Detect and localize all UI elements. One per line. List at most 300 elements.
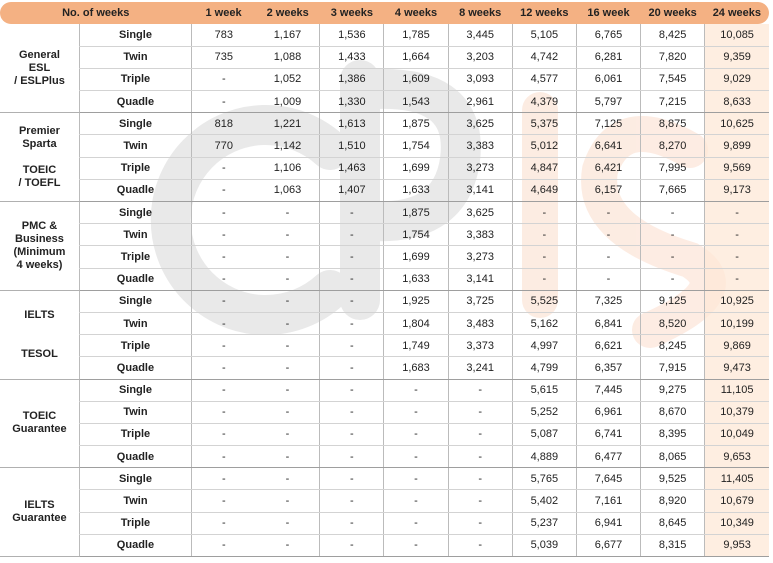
price-cell: - — [384, 468, 448, 490]
table-row — [0, 157, 769, 179]
price-cell: - — [641, 224, 705, 246]
price-cell: - — [256, 490, 320, 512]
price-cell: - — [320, 202, 384, 224]
price-cell: 5,797 — [576, 91, 640, 113]
program-label-line: TOEIC — [22, 410, 57, 423]
room-type: Single — [79, 468, 191, 490]
price-cell: 3,625 — [448, 202, 512, 224]
program-label-line: General — [18, 48, 60, 61]
price-cell: 1,785 — [384, 24, 448, 46]
price-cell: - — [191, 512, 255, 534]
program-label-line: ESL — [28, 61, 51, 74]
price-cell: - — [320, 335, 384, 357]
price-cell: 1,386 — [320, 68, 384, 90]
table-row — [0, 224, 769, 246]
price-cell: 9,653 — [705, 446, 769, 468]
program-label — [0, 113, 79, 202]
program-label-line — [0, 151, 79, 164]
price-cell: - — [191, 179, 255, 201]
price-cell: 10,379 — [705, 401, 769, 423]
price-cell: 11,105 — [705, 379, 769, 401]
price-cell: 6,357 — [576, 357, 640, 379]
price-cell: 10,625 — [705, 113, 769, 135]
price-cell: - — [641, 246, 705, 268]
room-type: Twin — [79, 401, 191, 423]
price-cell: 7,820 — [641, 46, 705, 68]
price-cell: 1,633 — [384, 179, 448, 201]
price-cell: 1,699 — [384, 157, 448, 179]
price-cell: 8,670 — [641, 401, 705, 423]
price-cell: 3,141 — [448, 268, 512, 290]
price-cell: 3,383 — [448, 135, 512, 157]
room-type: Twin — [79, 46, 191, 68]
price-cell: - — [191, 290, 255, 312]
program-label-line: (Minimum — [13, 245, 66, 258]
table-row — [0, 91, 769, 113]
price-cell: - — [191, 68, 255, 90]
price-cell: 6,641 — [576, 135, 640, 157]
program-label-line: 4 weeks) — [16, 258, 63, 271]
price-cell: 1,699 — [384, 246, 448, 268]
price-cell: - — [256, 268, 320, 290]
price-cell: - — [641, 268, 705, 290]
table-row — [0, 113, 769, 135]
price-cell: - — [641, 202, 705, 224]
room-type: Quadle — [79, 357, 191, 379]
price-cell: - — [256, 335, 320, 357]
price-cell: - — [191, 335, 255, 357]
price-cell: - — [384, 512, 448, 534]
price-cell: 7,161 — [576, 490, 640, 512]
price-cell: 1,009 — [256, 91, 320, 113]
price-cell: 1,221 — [256, 113, 320, 135]
room-type: Triple — [79, 246, 191, 268]
price-cell: 8,315 — [641, 534, 705, 556]
price-cell: 3,273 — [448, 246, 512, 268]
price-cell: - — [448, 401, 512, 423]
price-cell: 10,085 — [705, 24, 769, 46]
tuition-fee-table — [0, 2, 769, 557]
price-cell: 1,142 — [256, 135, 320, 157]
price-cell: - — [256, 379, 320, 401]
price-cell: - — [448, 423, 512, 445]
price-cell: - — [384, 446, 448, 468]
price-cell: 7,545 — [641, 68, 705, 90]
price-cell: - — [191, 490, 255, 512]
price-cell: - — [256, 423, 320, 445]
program-label — [0, 468, 79, 557]
price-cell: - — [256, 224, 320, 246]
price-cell: 1,609 — [384, 68, 448, 90]
price-cell: - — [705, 224, 769, 246]
price-cell: 11,405 — [705, 468, 769, 490]
price-cell: - — [191, 224, 255, 246]
table-row — [0, 268, 769, 290]
price-cell: - — [191, 268, 255, 290]
price-cell: 1,804 — [384, 312, 448, 334]
room-type: Twin — [79, 312, 191, 334]
price-cell: - — [256, 357, 320, 379]
price-cell: - — [191, 202, 255, 224]
price-cell: - — [705, 268, 769, 290]
price-cell: - — [320, 423, 384, 445]
program-label-line — [0, 322, 79, 335]
price-cell: 1,613 — [320, 113, 384, 135]
price-cell: 5,087 — [512, 423, 576, 445]
program-label-line: Sparta — [22, 137, 57, 150]
price-cell: - — [512, 224, 576, 246]
price-cell: 783 — [191, 24, 255, 46]
header-1-week: 1 week — [191, 2, 255, 24]
price-cell: 5,162 — [512, 312, 576, 334]
price-cell: - — [384, 401, 448, 423]
price-cell: 9,953 — [705, 534, 769, 556]
table-row — [0, 379, 769, 401]
price-cell: - — [320, 379, 384, 401]
price-cell: 1,510 — [320, 135, 384, 157]
price-cell: 4,997 — [512, 335, 576, 357]
price-cell: - — [191, 468, 255, 490]
price-cell: 4,649 — [512, 179, 576, 201]
room-type: Twin — [79, 135, 191, 157]
price-cell: 9,359 — [705, 46, 769, 68]
price-cell: - — [256, 246, 320, 268]
price-cell: - — [320, 446, 384, 468]
header-20-weeks: 20 weeks — [641, 2, 705, 24]
table-body — [0, 24, 769, 557]
price-cell: 5,252 — [512, 401, 576, 423]
table-row — [0, 423, 769, 445]
price-cell: 9,173 — [705, 179, 769, 201]
price-cell: 3,373 — [448, 335, 512, 357]
price-cell: 10,349 — [705, 512, 769, 534]
table-row — [0, 401, 769, 423]
price-cell: - — [191, 246, 255, 268]
price-cell: - — [256, 512, 320, 534]
price-cell: - — [256, 202, 320, 224]
price-cell: 3,383 — [448, 224, 512, 246]
program-label-line: / ESLPlus — [14, 74, 65, 87]
program-label-line: IELTS — [24, 308, 55, 321]
price-cell: 6,677 — [576, 534, 640, 556]
price-cell: 5,375 — [512, 113, 576, 135]
price-cell: - — [320, 312, 384, 334]
price-cell: - — [191, 157, 255, 179]
table-row — [0, 135, 769, 157]
price-cell: 8,425 — [641, 24, 705, 46]
price-cell: 5,012 — [512, 135, 576, 157]
table-row — [0, 68, 769, 90]
price-cell: 1,407 — [320, 179, 384, 201]
price-cell: - — [191, 379, 255, 401]
price-cell: - — [191, 446, 255, 468]
price-cell: 9,525 — [641, 468, 705, 490]
price-cell: 3,093 — [448, 68, 512, 90]
price-cell: 6,941 — [576, 512, 640, 534]
price-cell: - — [256, 446, 320, 468]
price-cell: 1,683 — [384, 357, 448, 379]
price-cell: 6,841 — [576, 312, 640, 334]
price-cell: 6,961 — [576, 401, 640, 423]
price-cell: 6,741 — [576, 423, 640, 445]
room-type: Quadle — [79, 446, 191, 468]
price-cell: 1,063 — [256, 179, 320, 201]
price-cell: 9,029 — [705, 68, 769, 90]
price-cell: 9,275 — [641, 379, 705, 401]
price-cell: - — [448, 512, 512, 534]
price-cell: 1,875 — [384, 113, 448, 135]
program-label-line: Business — [15, 232, 64, 245]
table-row — [0, 290, 769, 312]
room-type: Triple — [79, 512, 191, 534]
price-cell: - — [191, 357, 255, 379]
room-type: Triple — [79, 423, 191, 445]
price-cell: 2,961 — [448, 91, 512, 113]
price-cell: - — [512, 202, 576, 224]
program-label-line: TOEIC — [22, 163, 57, 176]
room-type: Quadle — [79, 179, 191, 201]
program-label-line — [0, 335, 79, 348]
price-cell: 3,483 — [448, 312, 512, 334]
table-row — [0, 468, 769, 490]
price-cell: - — [256, 534, 320, 556]
price-cell: 9,569 — [705, 157, 769, 179]
program-label — [0, 379, 79, 468]
price-cell: - — [384, 534, 448, 556]
price-cell: - — [256, 401, 320, 423]
room-type: Quadle — [79, 91, 191, 113]
price-cell: 4,577 — [512, 68, 576, 90]
price-cell: 7,325 — [576, 290, 640, 312]
price-cell: 4,847 — [512, 157, 576, 179]
price-cell: - — [320, 401, 384, 423]
price-cell: 1,106 — [256, 157, 320, 179]
price-cell: - — [705, 246, 769, 268]
room-type: Single — [79, 24, 191, 46]
room-type: Quadle — [79, 268, 191, 290]
price-cell: 4,799 — [512, 357, 576, 379]
price-cell: - — [256, 312, 320, 334]
price-cell: 6,061 — [576, 68, 640, 90]
price-cell: - — [320, 246, 384, 268]
table-row — [0, 24, 769, 46]
price-cell: 5,039 — [512, 534, 576, 556]
price-cell: - — [576, 246, 640, 268]
price-cell: 6,765 — [576, 24, 640, 46]
price-cell: - — [191, 91, 255, 113]
price-cell: 7,445 — [576, 379, 640, 401]
price-cell: 6,421 — [576, 157, 640, 179]
price-cell: - — [191, 534, 255, 556]
price-cell: 1,754 — [384, 224, 448, 246]
price-cell: 7,995 — [641, 157, 705, 179]
price-cell: 4,379 — [512, 91, 576, 113]
table-row — [0, 335, 769, 357]
price-cell: 3,725 — [448, 290, 512, 312]
room-type: Twin — [79, 490, 191, 512]
price-cell: 3,625 — [448, 113, 512, 135]
price-cell: 8,395 — [641, 423, 705, 445]
price-cell: 4,889 — [512, 446, 576, 468]
price-cell: - — [512, 268, 576, 290]
price-cell: 1,536 — [320, 24, 384, 46]
room-type: Triple — [79, 157, 191, 179]
table-row — [0, 246, 769, 268]
price-cell: - — [320, 468, 384, 490]
price-cell: 9,125 — [641, 290, 705, 312]
price-cell: 1,633 — [384, 268, 448, 290]
price-cell: - — [384, 490, 448, 512]
room-type: Single — [79, 202, 191, 224]
price-cell: 6,477 — [576, 446, 640, 468]
price-cell: - — [576, 202, 640, 224]
price-cell: - — [320, 512, 384, 534]
price-cell: 818 — [191, 113, 255, 135]
room-type: Triple — [79, 335, 191, 357]
price-cell: - — [191, 401, 255, 423]
price-cell: 5,615 — [512, 379, 576, 401]
program-label-line: Guarantee — [12, 423, 67, 436]
price-cell: 5,237 — [512, 512, 576, 534]
price-cell: 1,664 — [384, 46, 448, 68]
program-label — [0, 24, 79, 113]
price-cell: 6,621 — [576, 335, 640, 357]
price-cell: 3,203 — [448, 46, 512, 68]
price-cell: - — [191, 423, 255, 445]
room-type: Triple — [79, 68, 191, 90]
price-cell: - — [576, 224, 640, 246]
header-2-weeks: 2 weeks — [256, 2, 320, 24]
price-cell: 4,742 — [512, 46, 576, 68]
price-cell: 1,167 — [256, 24, 320, 46]
price-cell: 3,445 — [448, 24, 512, 46]
price-cell: 3,241 — [448, 357, 512, 379]
table-row — [0, 46, 769, 68]
price-cell: 1,925 — [384, 290, 448, 312]
price-cell: - — [320, 357, 384, 379]
price-cell: 1,749 — [384, 335, 448, 357]
price-cell: - — [191, 312, 255, 334]
price-cell: 3,273 — [448, 157, 512, 179]
program-label-line: TESOL — [21, 347, 58, 360]
room-type: Twin — [79, 224, 191, 246]
price-cell: 770 — [191, 135, 255, 157]
program-label-line: PMC & — [21, 219, 58, 232]
table-row — [0, 202, 769, 224]
header-8-weeks: 8 weeks — [448, 2, 512, 24]
table-row — [0, 512, 769, 534]
price-cell: - — [320, 490, 384, 512]
header-12-weeks: 12 weeks — [512, 2, 576, 24]
price-cell: 8,920 — [641, 490, 705, 512]
header-row — [0, 2, 769, 24]
table-row — [0, 490, 769, 512]
price-cell: 6,281 — [576, 46, 640, 68]
price-cell: 8,645 — [641, 512, 705, 534]
header-16-weeks: 16 week — [576, 2, 640, 24]
room-type: Single — [79, 290, 191, 312]
price-cell: 3,141 — [448, 179, 512, 201]
price-cell: 10,679 — [705, 490, 769, 512]
price-cell: 7,665 — [641, 179, 705, 201]
room-type: Single — [79, 379, 191, 401]
price-cell: 7,215 — [641, 91, 705, 113]
room-type: Quadle — [79, 534, 191, 556]
price-cell: 8,245 — [641, 335, 705, 357]
price-cell: 1,875 — [384, 202, 448, 224]
table-row — [0, 357, 769, 379]
price-cell: 9,899 — [705, 135, 769, 157]
price-cell: 6,157 — [576, 179, 640, 201]
price-cell: 8,633 — [705, 91, 769, 113]
price-cell: 7,915 — [641, 357, 705, 379]
header-24-weeks: 24 weeks — [705, 2, 769, 24]
price-cell: - — [448, 468, 512, 490]
table-row — [0, 534, 769, 556]
price-cell: 7,125 — [576, 113, 640, 135]
price-cell: - — [448, 446, 512, 468]
price-cell: - — [256, 290, 320, 312]
program-label — [0, 290, 79, 379]
program-label-line: Guarantee — [12, 512, 67, 525]
program-label — [0, 202, 79, 291]
price-cell: 8,065 — [641, 446, 705, 468]
price-cell: 1,088 — [256, 46, 320, 68]
price-cell: - — [448, 379, 512, 401]
price-cell: 10,049 — [705, 423, 769, 445]
price-cell: 1,463 — [320, 157, 384, 179]
price-cell: - — [384, 423, 448, 445]
price-cell: 8,520 — [641, 312, 705, 334]
header-weeks-label: No. of weeks — [0, 2, 191, 24]
header-3-weeks: 3 weeks — [320, 2, 384, 24]
price-cell: 1,543 — [384, 91, 448, 113]
price-cell: - — [256, 468, 320, 490]
price-cell: - — [512, 246, 576, 268]
price-cell: - — [320, 290, 384, 312]
price-cell: - — [320, 268, 384, 290]
price-cell: 5,765 — [512, 468, 576, 490]
price-cell: 8,875 — [641, 113, 705, 135]
header-4-weeks: 4 weeks — [384, 2, 448, 24]
price-cell: 1,754 — [384, 135, 448, 157]
price-cell: - — [320, 224, 384, 246]
price-cell: - — [384, 379, 448, 401]
program-label-line: IELTS — [24, 499, 55, 512]
price-cell: 5,402 — [512, 490, 576, 512]
price-cell: - — [448, 490, 512, 512]
room-type: Single — [79, 113, 191, 135]
price-cell: 7,645 — [576, 468, 640, 490]
price-cell: 1,052 — [256, 68, 320, 90]
price-cell: 1,330 — [320, 91, 384, 113]
price-cell: 10,199 — [705, 312, 769, 334]
price-cell: 735 — [191, 46, 255, 68]
table-row — [0, 446, 769, 468]
price-cell: 5,525 — [512, 290, 576, 312]
price-cell: - — [320, 534, 384, 556]
price-cell: 9,869 — [705, 335, 769, 357]
table-row — [0, 312, 769, 334]
price-cell: 8,270 — [641, 135, 705, 157]
price-cell: 5,105 — [512, 24, 576, 46]
price-cell: - — [448, 534, 512, 556]
program-label-line: Premier — [18, 124, 60, 137]
price-cell: 10,925 — [705, 290, 769, 312]
price-cell: - — [705, 202, 769, 224]
price-cell: - — [576, 268, 640, 290]
table-row — [0, 179, 769, 201]
